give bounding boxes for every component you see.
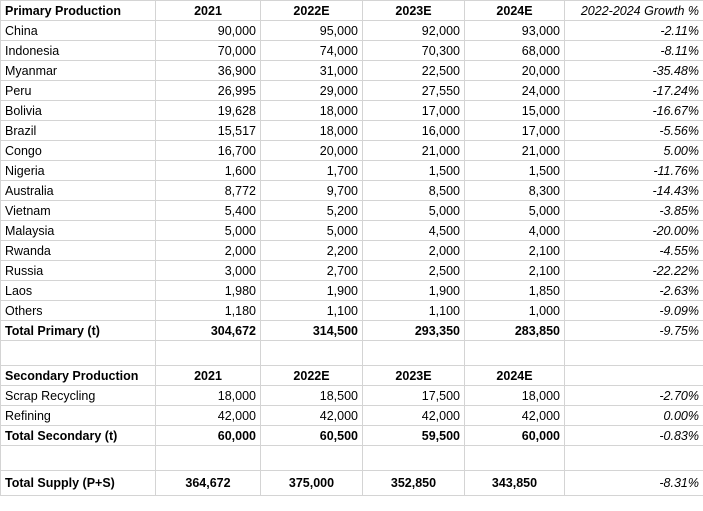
total-value-cell[interactable]: 304,672 [156, 321, 261, 341]
value-cell[interactable]: 1,000 [465, 301, 565, 321]
value-cell[interactable]: 1,100 [363, 301, 465, 321]
value-cell[interactable]: 18,000 [261, 121, 363, 141]
source-cell[interactable]: Refining [1, 406, 156, 426]
value-cell[interactable]: 21,000 [465, 141, 565, 161]
value-cell[interactable]: 19,628 [156, 101, 261, 121]
value-cell[interactable]: 20,000 [261, 141, 363, 161]
value-cell[interactable]: 1,500 [363, 161, 465, 181]
primary-header-row [1, 1, 703, 21]
column-header[interactable]: 2021 [156, 366, 261, 386]
secondary-header-label[interactable]: Secondary Production [1, 366, 156, 386]
total-value-cell[interactable]: 293,350 [363, 321, 465, 341]
country-cell[interactable]: Indonesia [1, 41, 156, 61]
country-cell[interactable]: Laos [1, 281, 156, 301]
table-row [1, 181, 703, 201]
total-value-cell[interactable]: 60,500 [261, 426, 363, 446]
table-row [1, 241, 703, 261]
value-cell[interactable]: 2,200 [261, 241, 363, 261]
value-cell[interactable]: 16,000 [363, 121, 465, 141]
value-cell[interactable]: 31,000 [261, 61, 363, 81]
value-cell[interactable]: 2,000 [156, 241, 261, 261]
value-cell[interactable]: 26,995 [156, 81, 261, 101]
value-cell[interactable]: 93,000 [465, 21, 565, 41]
growth-cell[interactable]: -20.00% [565, 221, 703, 241]
growth-cell[interactable]: -11.76% [565, 161, 703, 181]
value-cell[interactable]: 16,700 [156, 141, 261, 161]
table-row [1, 221, 703, 241]
value-cell[interactable]: 8,500 [363, 181, 465, 201]
growth-cell[interactable]: 0.00% [565, 406, 703, 426]
growth-cell[interactable]: -4.55% [565, 241, 703, 261]
table-row [1, 406, 703, 426]
value-cell[interactable]: 68,000 [465, 41, 565, 61]
value-cell[interactable]: 15,517 [156, 121, 261, 141]
column-header[interactable]: 2024E [465, 366, 565, 386]
value-cell[interactable]: 8,300 [465, 181, 565, 201]
country-cell[interactable]: Malaysia [1, 221, 156, 241]
total-value-cell[interactable]: 59,500 [363, 426, 465, 446]
value-cell[interactable]: 90,000 [156, 21, 261, 41]
total-value-cell[interactable]: 343,850 [465, 471, 565, 496]
growth-cell[interactable]: -22.22% [565, 261, 703, 281]
growth-cell[interactable]: -17.24% [565, 81, 703, 101]
value-cell[interactable]: 1,900 [261, 281, 363, 301]
empty-cell[interactable] [465, 446, 565, 471]
table-row [1, 141, 703, 161]
value-cell[interactable]: 17,000 [363, 101, 465, 121]
secondary-total-row [1, 426, 703, 446]
empty-cell[interactable] [1, 341, 156, 366]
value-cell[interactable]: 70,300 [363, 41, 465, 61]
value-cell[interactable]: 21,000 [363, 141, 465, 161]
table-row [1, 21, 703, 41]
growth-cell[interactable]: -5.56% [565, 121, 703, 141]
column-header[interactable]: 2023E [363, 1, 465, 21]
table-row [1, 301, 703, 321]
value-cell[interactable]: 70,000 [156, 41, 261, 61]
growth-cell[interactable]: -16.67% [565, 101, 703, 121]
column-header[interactable]: 2023E [363, 366, 465, 386]
value-cell[interactable]: 5,000 [261, 221, 363, 241]
growth-cell[interactable]: -2.63% [565, 281, 703, 301]
value-cell[interactable]: 4,500 [363, 221, 465, 241]
total-value-cell[interactable]: 352,850 [363, 471, 465, 496]
value-cell[interactable]: 27,550 [363, 81, 465, 101]
empty-cell[interactable] [565, 341, 703, 366]
column-header[interactable]: 2021 [156, 1, 261, 21]
empty-cell[interactable] [363, 446, 465, 471]
value-cell[interactable]: 42,000 [363, 406, 465, 426]
value-cell[interactable]: 2,700 [261, 261, 363, 281]
table-row [1, 41, 703, 61]
country-cell[interactable]: Myanmar [1, 61, 156, 81]
value-cell[interactable]: 42,000 [156, 406, 261, 426]
growth-cell[interactable]: -0.83% [565, 426, 703, 446]
table-row [1, 81, 703, 101]
value-cell[interactable]: 8,772 [156, 181, 261, 201]
country-cell[interactable]: Russia [1, 261, 156, 281]
value-cell[interactable]: 1,180 [156, 301, 261, 321]
table-row [1, 161, 703, 181]
total-value-cell[interactable]: 314,500 [261, 321, 363, 341]
total-value-cell[interactable]: 60,000 [465, 426, 565, 446]
table-row [1, 386, 703, 406]
value-cell[interactable]: 42,000 [261, 406, 363, 426]
total-label-cell[interactable]: Total Primary (t) [1, 321, 156, 341]
value-cell[interactable]: 1,600 [156, 161, 261, 181]
value-cell[interactable]: 92,000 [363, 21, 465, 41]
table-row [1, 121, 703, 141]
total-value-cell[interactable]: 283,850 [465, 321, 565, 341]
value-cell[interactable]: 17,500 [363, 386, 465, 406]
value-cell[interactable]: 18,000 [465, 386, 565, 406]
primary-total-row [1, 321, 703, 341]
primary-header-label[interactable]: Primary Production [1, 1, 156, 21]
source-cell[interactable]: Scrap Recycling [1, 386, 156, 406]
column-header[interactable]: 2022-2024 Growth % [565, 1, 703, 21]
value-cell[interactable]: 17,000 [465, 121, 565, 141]
empty-cell[interactable] [565, 366, 703, 386]
country-cell[interactable]: China [1, 21, 156, 41]
secondary-header-row [1, 366, 703, 386]
value-cell[interactable]: 1,100 [261, 301, 363, 321]
value-cell[interactable]: 42,000 [465, 406, 565, 426]
value-cell[interactable]: 5,200 [261, 201, 363, 221]
value-cell[interactable]: 2,500 [363, 261, 465, 281]
growth-cell[interactable]: -2.70% [565, 386, 703, 406]
country-cell[interactable]: Peru [1, 81, 156, 101]
total-value-cell[interactable]: 60,000 [156, 426, 261, 446]
value-cell[interactable]: 18,000 [156, 386, 261, 406]
country-cell[interactable]: Bolivia [1, 101, 156, 121]
value-cell[interactable]: 5,000 [363, 201, 465, 221]
total-value-cell[interactable]: 375,000 [261, 471, 363, 496]
table-row [1, 61, 703, 81]
growth-cell[interactable]: -8.31% [565, 471, 703, 496]
table-row [1, 281, 703, 301]
table-row [1, 201, 703, 221]
empty-cell[interactable] [465, 341, 565, 366]
growth-cell[interactable]: -9.75% [565, 321, 703, 341]
value-cell[interactable]: 5,400 [156, 201, 261, 221]
spacer-row [1, 341, 703, 366]
empty-cell[interactable] [1, 446, 156, 471]
table-row [1, 101, 703, 121]
total-label-cell[interactable]: Total Secondary (t) [1, 426, 156, 446]
growth-cell[interactable]: -2.11% [565, 21, 703, 41]
value-cell[interactable]: 3,000 [156, 261, 261, 281]
column-header[interactable]: 2024E [465, 1, 565, 21]
growth-cell[interactable]: 5.00% [565, 141, 703, 161]
empty-cell[interactable] [565, 446, 703, 471]
value-cell[interactable]: 22,500 [363, 61, 465, 81]
empty-cell[interactable] [363, 341, 465, 366]
value-cell[interactable]: 2,000 [363, 241, 465, 261]
value-cell[interactable]: 9,700 [261, 181, 363, 201]
empty-cell[interactable] [261, 341, 363, 366]
country-cell[interactable]: Others [1, 301, 156, 321]
value-cell[interactable]: 5,000 [156, 221, 261, 241]
column-header[interactable]: 2022E [261, 366, 363, 386]
value-cell[interactable]: 36,900 [156, 61, 261, 81]
value-cell[interactable]: 15,000 [465, 101, 565, 121]
value-cell[interactable]: 1,700 [261, 161, 363, 181]
value-cell[interactable]: 74,000 [261, 41, 363, 61]
value-cell[interactable]: 95,000 [261, 21, 363, 41]
growth-cell[interactable]: -8.11% [565, 41, 703, 61]
value-cell[interactable]: 18,500 [261, 386, 363, 406]
value-cell[interactable]: 1,980 [156, 281, 261, 301]
empty-cell[interactable] [156, 341, 261, 366]
value-cell[interactable]: 2,100 [465, 241, 565, 261]
empty-cell[interactable] [261, 446, 363, 471]
empty-cell[interactable] [156, 446, 261, 471]
country-cell[interactable]: Brazil [1, 121, 156, 141]
value-cell[interactable]: 1,500 [465, 161, 565, 181]
value-cell[interactable]: 1,900 [363, 281, 465, 301]
value-cell[interactable]: 4,000 [465, 221, 565, 241]
total-value-cell[interactable]: 364,672 [156, 471, 261, 496]
value-cell[interactable]: 18,000 [261, 101, 363, 121]
value-cell[interactable]: 5,000 [465, 201, 565, 221]
growth-cell[interactable]: -3.85% [565, 201, 703, 221]
value-cell[interactable]: 1,850 [465, 281, 565, 301]
table-row [1, 261, 703, 281]
country-cell[interactable]: Australia [1, 181, 156, 201]
column-header[interactable]: 2022E [261, 1, 363, 21]
country-cell[interactable]: Congo [1, 141, 156, 161]
value-cell[interactable]: 2,100 [465, 261, 565, 281]
country-cell[interactable]: Vietnam [1, 201, 156, 221]
country-cell[interactable]: Rwanda [1, 241, 156, 261]
growth-cell[interactable]: -9.09% [565, 301, 703, 321]
growth-cell[interactable]: -14.43% [565, 181, 703, 201]
total-supply-row [1, 471, 703, 496]
value-cell[interactable]: 20,000 [465, 61, 565, 81]
country-cell[interactable]: Nigeria [1, 161, 156, 181]
value-cell[interactable]: 24,000 [465, 81, 565, 101]
spacer-row [1, 446, 703, 471]
value-cell[interactable]: 29,000 [261, 81, 363, 101]
growth-cell[interactable]: -35.48% [565, 61, 703, 81]
total-label-cell[interactable]: Total Supply (P+S) [1, 471, 156, 496]
